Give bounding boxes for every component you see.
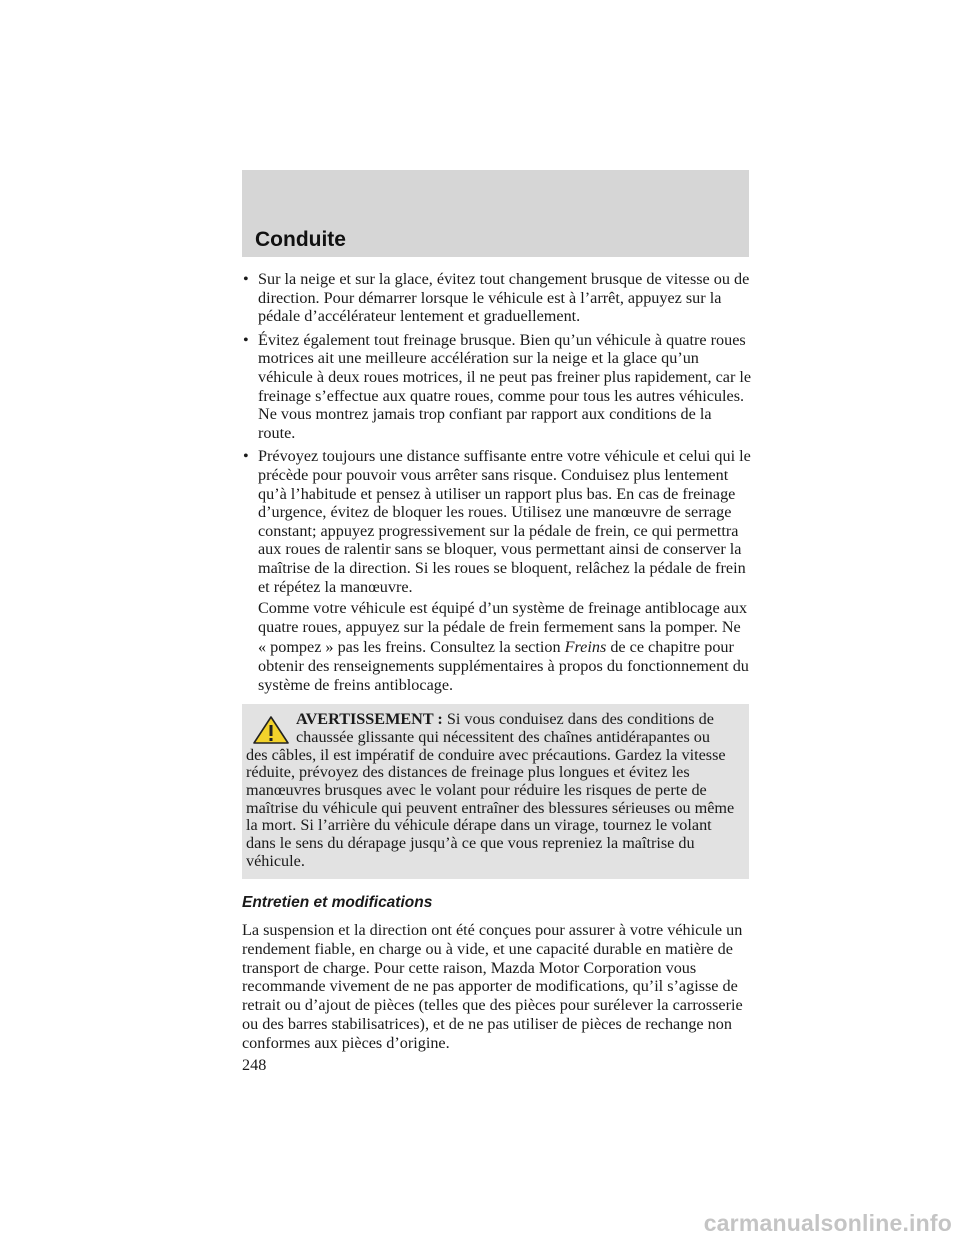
page-number: 248 <box>242 1055 267 1074</box>
warning-box <box>242 704 749 879</box>
bullet-text: Sur la neige et sur la glace, évitez tout changement brusque de vitesse ou de direction. Pour démarrer lorsque le véhicule est à l’arrêt, appuyez sur la pédale d’accélérateur lentement et graduellement. <box>258 270 750 326</box>
bullet-item <box>242 331 752 443</box>
bullet-text: Évitez également tout freinage brusque. Bien qu’un véhicule à quatre roues motrices ait une meilleure accélération sur la neige et la glace qu’un véhicule à deux roues motrices, il ne peut pas freiner plus rapidement, car le freinage s’effectue aux quatre roues, comme pour tous les autres véhicules. Ne vous montrez jamais trop confiant par rapport aux conditions de la route. <box>258 330 752 442</box>
watermark-logo: carmanualsonline.info <box>703 1210 952 1236</box>
warning-text: des câbles, il est impératif de conduire avec précautions. Gardez la vitesse réduite, prévoyez des distances de freinage plus longues et évitez les manœuvres brusques avec le volant pour réduire les risques de perte de maîtrise du véhicule qui peuvent entraîner des blessures sérieuses ou même la mort. Si l’arrière du véhicule dérape dans un virage, tournez le volant dans le sens du dérapage jusqu’à ce que vous repreniez la maîtrise du véhicule. <box>246 745 735 870</box>
page-content <box>242 270 752 1074</box>
bullet-item <box>242 270 752 326</box>
section-reference-link: Freins <box>564 637 607 656</box>
bullet-item <box>242 447 752 695</box>
bullet-continuation <box>258 599 752 695</box>
warning-label: AVERTISSEMENT : <box>296 710 443 729</box>
chapter-header <box>242 170 749 257</box>
bullet-dot: • <box>243 270 249 288</box>
bullet-text: Prévoyez toujours une distance suffisante entre votre véhicule et celui qui le précède pour pouvoir vous arrêter sans risque. Conduisez plus lentement qu’à l’habitude et pensez à utiliser un rapport plus bas. En cas de freinage d’urgence, évitez de bloquer les roues. Utilisez une manœuvre de serrage constant; appuyez progressivement sur la pédale de frein, ce qui permettra aux roues de ralentir sans se bloquer, vous permettant ainsi de conserver la maîtrise de la direction. Si les roues se bloquent, relâchez la pédale de frein et répétez la manœuvre. <box>258 447 751 596</box>
bullet-dot: • <box>243 330 249 349</box>
section-paragraph: La suspension et la direction ont été conçues pour assurer à votre véhicule un rendement fiable, en charge ou à vide, et une capacité durable en matière de transport de charge. Pour cette raison, Mazda Motor Corporation vous recommande vivement de ne pas apporter de modifications, qu’il s’agisse de retrait ou d’ajout de pièces (telles que des pièces pour surélever la carrosserie ou des barres stabilisatrices), et de ne pas utiliser de pièces de rechange non conformes aux pièces d’origine. <box>242 921 743 1052</box>
section-heading: Entretien et modifications <box>242 894 433 912</box>
warning-first-text: Si vous conduisez dans des conditions de chaussée glissante qui nécessitent des chaînes antidérapantes ou <box>296 710 714 746</box>
warning-first-line <box>246 711 745 746</box>
warning-triangle-icon <box>252 715 290 745</box>
continuation-text: Comme votre véhicule est équipé d’un système de freinage antiblocage aux quatre roues, appuyez sur la pédale de frein fermement sans la pomper. Ne « pompez » pas les freins. Consultez la section <box>258 599 748 656</box>
chapter-title: Conduite <box>255 228 346 251</box>
bullet-dot: • <box>243 447 249 466</box>
continuation-text-end: de ce chapitre pour obtenir des renseignements supplémentaires à propos du fonctionnement du système de freins antiblocage. <box>258 637 749 694</box>
